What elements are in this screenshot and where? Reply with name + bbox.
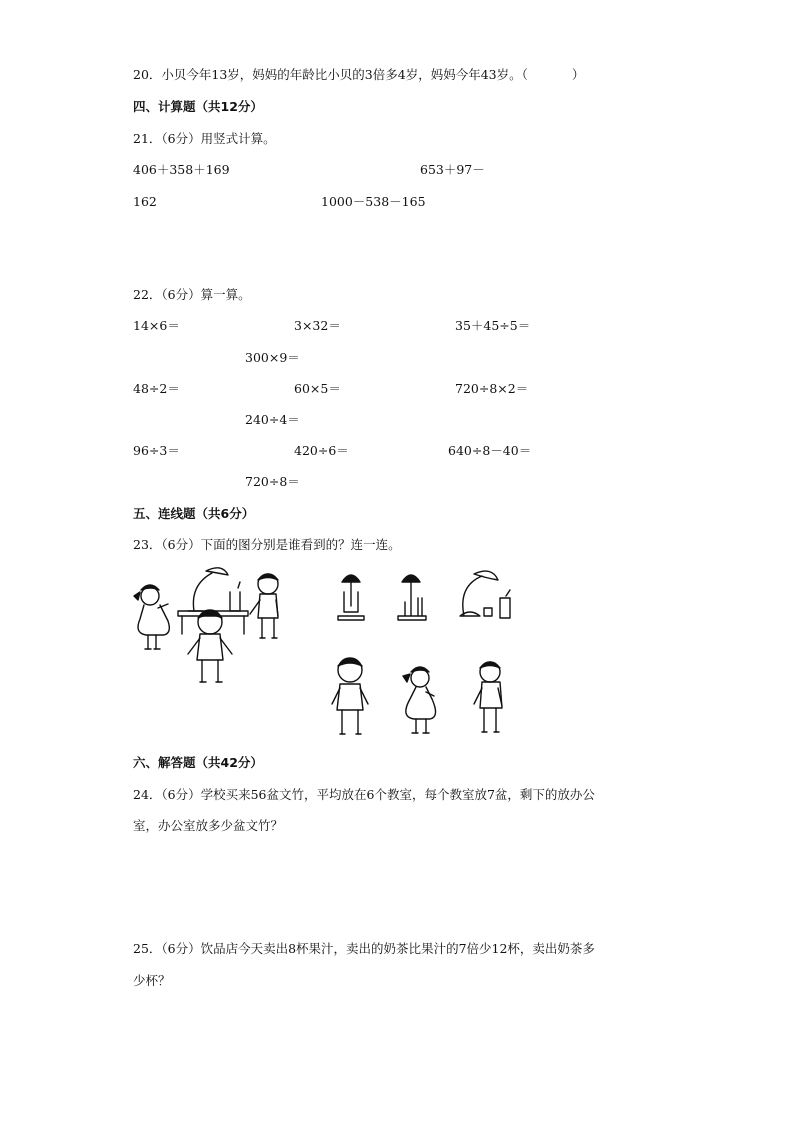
lamp-view-side-cup	[396, 568, 430, 624]
lamp-view-side	[456, 568, 518, 624]
q22-item: 14×6＝	[133, 318, 180, 333]
q22-item: 96÷3＝	[133, 443, 180, 458]
boy-back-view	[330, 656, 370, 740]
question-25-line-1: 25．（6分）饮品店今天卖出8杯果汁，卖出的奶茶比果汁的7倍少12杯，卖出奶茶多	[133, 941, 595, 956]
q21-expression-2: 653＋97－	[420, 162, 485, 177]
q21-expression-1: 406＋358＋169	[133, 162, 230, 177]
question-20-text: 20．小贝今年13岁，妈妈的年龄比小贝的3倍多4岁，妈妈今年43岁。（	[133, 67, 528, 82]
q22-item: 420÷6＝	[294, 443, 349, 458]
girl-side-view	[396, 664, 438, 740]
section-5-title: 五、连线题（共6分）	[133, 506, 255, 521]
q21-expression-2-continued: 162	[133, 194, 157, 209]
q22-item: 300×9＝	[245, 350, 300, 365]
desk-lamp-figure	[188, 568, 228, 611]
answer-bracket-close: ）	[571, 67, 585, 82]
q22-item: 60×5＝	[294, 381, 341, 396]
question-24-line-2: 室，办公室放多少盆文竹？	[133, 818, 284, 833]
q22-item: 240÷4＝	[245, 412, 300, 427]
scene-illustration	[130, 562, 300, 690]
boy-side-view	[470, 658, 510, 740]
girl-figure	[134, 585, 169, 649]
boy-right-figure	[250, 574, 278, 638]
question-24-line-1: 24．（6分）学校买来56盆文竹，平均放在6个教室，每个教室放7盆，剩下的放办公	[133, 787, 595, 802]
cup-figure	[230, 582, 240, 611]
question-21-title: 21．（6分）用竖式计算。	[133, 131, 276, 146]
boy-front-figure	[188, 610, 232, 682]
q22-item: 48÷2＝	[133, 381, 180, 396]
q22-item: 720÷8×2＝	[455, 381, 529, 396]
question-20	[133, 67, 584, 83]
question-22-title: 22．（6分）算一算。	[133, 287, 251, 302]
q22-item: 640÷8－40＝	[448, 443, 532, 458]
question-23-title: 23．（6分）下面的图分别是谁看到的？连一连。	[133, 537, 401, 552]
q22-item: 3×32＝	[294, 318, 341, 333]
section-6-title: 六、解答题（共42分）	[133, 755, 263, 770]
q21-expression-3: 1000－538－165	[321, 194, 426, 209]
q22-item: 720÷8＝	[245, 474, 300, 489]
section-4-title: 四、计算题（共12分）	[133, 99, 263, 114]
question-25-line-2: 少杯？	[133, 973, 171, 988]
q22-item: 35＋45÷5＝	[455, 318, 531, 333]
lamp-view-front	[336, 568, 366, 624]
